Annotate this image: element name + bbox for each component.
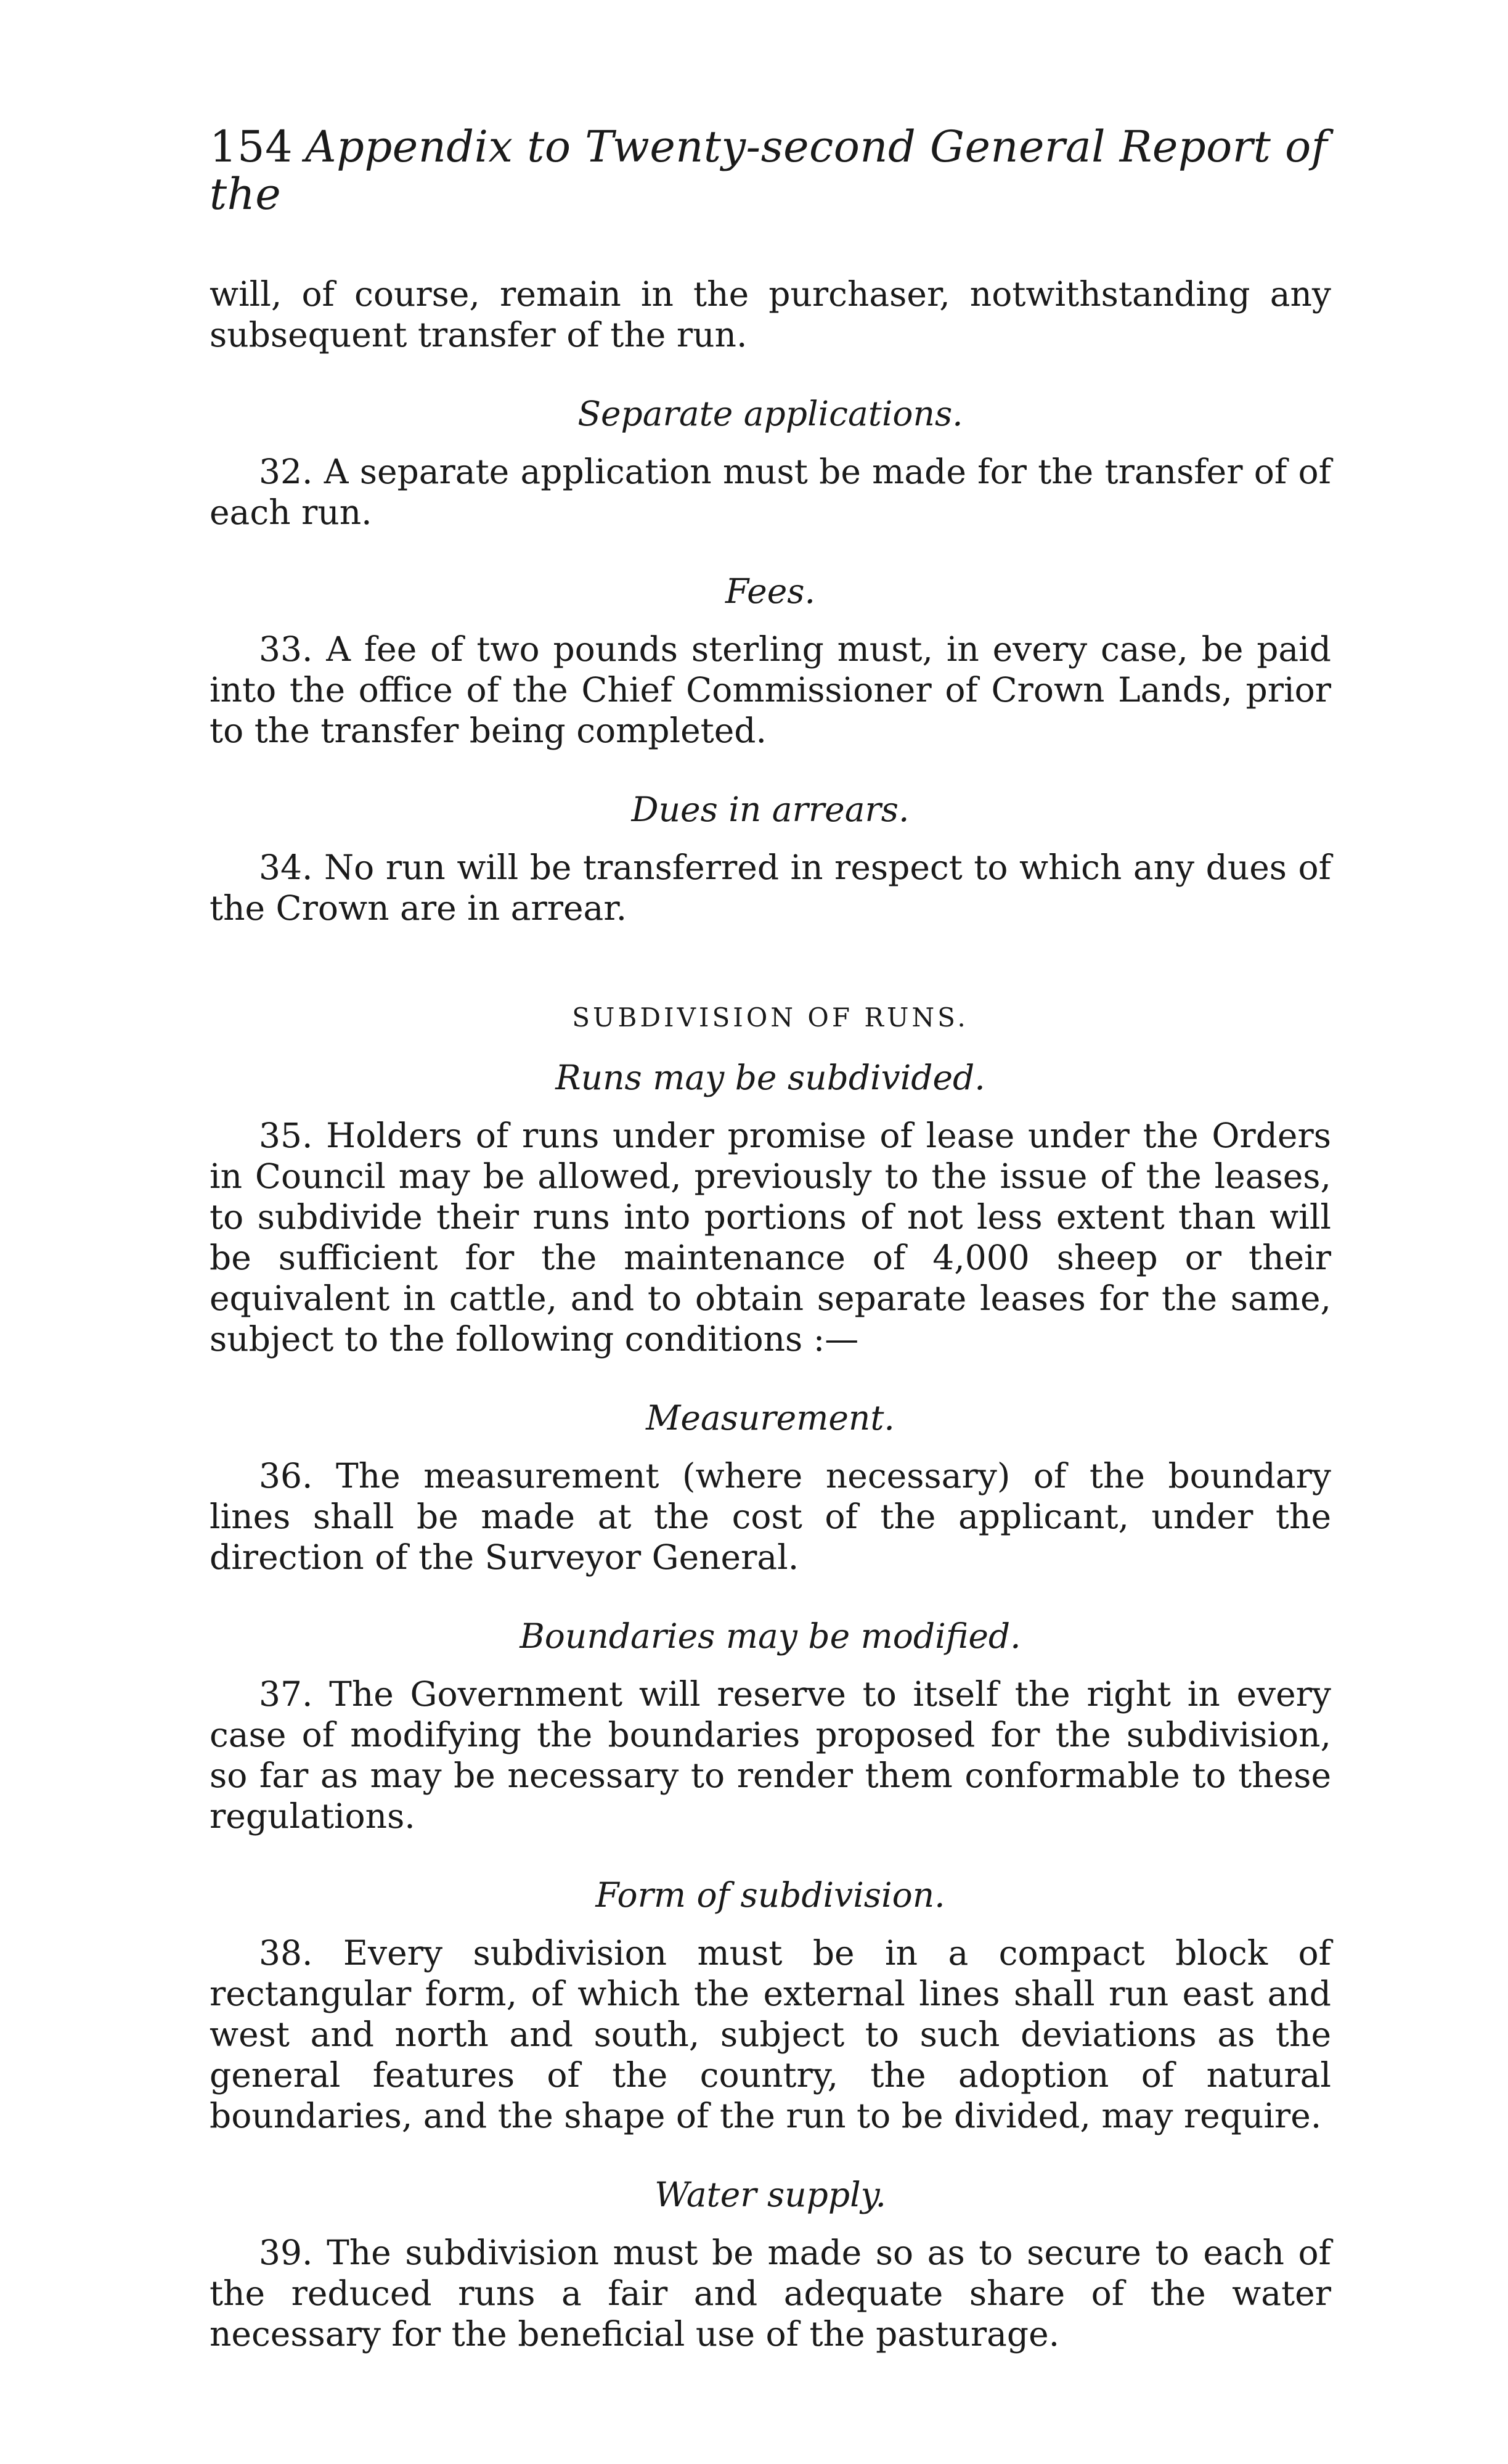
heading-water-supply: Water supply. <box>654 2175 886 2214</box>
paragraph-39: 39. The subdivision must be made so as to secure to each of the reduced runs a fair and adequate share of the water necessary for the beneficial use of the pasturage. <box>210 2233 1331 2354</box>
paragraph-35: 35. Holders of runs under promise of lease under the Orders in Council may be allowed, previously to the issue of the leases, to subdivide their runs into portions of not less extent than will be sufficient for the maintenance of 4,000 sheep or their equivalent in cattle, and to obtain separate leases for the same, subject to the following conditions :— <box>210 1116 1331 1359</box>
paragraph-33: 33. A fee of two pounds sterling must, in every case, be paid into the office of the Chief Commissioner of Crown Lands, prior to the transfer being completed. <box>210 629 1331 750</box>
running-title: Appendix to Twenty-second General Report of the <box>210 121 1328 219</box>
paragraph-32: 32. A separate application must be made for the transfer of of each run. <box>210 452 1331 532</box>
heading-separate-applications: Separate applications. <box>577 394 963 433</box>
subdivision-title: SUBDIVISION OF RUNS. <box>572 1002 969 1033</box>
paragraph-36: 36. The measurement (where necessary) of the boundary lines shall be made at the cost of the applicant, under the direction of the Surveyor General. <box>210 1456 1331 1577</box>
running-head <box>210 123 1331 218</box>
paragraph-37: 37. The Government will reserve to itself the right in every case of modifying the boundaries proposed for the subdivision, so far as may be necessary to render them conformable to these regulations. <box>210 1674 1331 1836</box>
paragraph-34: 34. No run will be transferred in respect to which any dues of the Crown are in arrear. <box>210 848 1331 928</box>
page-content <box>210 123 1331 2354</box>
heading-form-of-subdivision: Form of subdivision. <box>595 1875 945 1915</box>
heading-boundaries-may-be-modified: Boundaries may be modified. <box>520 1616 1021 1656</box>
opening-paragraph: will, of course, remain in the purchaser, notwithstanding any subsequent transfer of the run. <box>210 274 1331 354</box>
page-number: 154 <box>210 121 293 172</box>
heading-fees: Fees. <box>725 571 815 611</box>
heading-dues-in-arrears: Dues in arrears. <box>631 790 910 829</box>
heading-runs-may-be-subdivided: Runs may be subdivided. <box>555 1058 985 1097</box>
heading-measurement: Measurement. <box>646 1398 895 1438</box>
paragraph-38: 38. Every subdivision must be in a compact block of rectangular form, of which the external lines shall run east and west and north and south, subject to such deviations as the general features of the country, the adoption of natural boundaries, and the shape of the run to be divided, may require. <box>210 1933 1331 2135</box>
